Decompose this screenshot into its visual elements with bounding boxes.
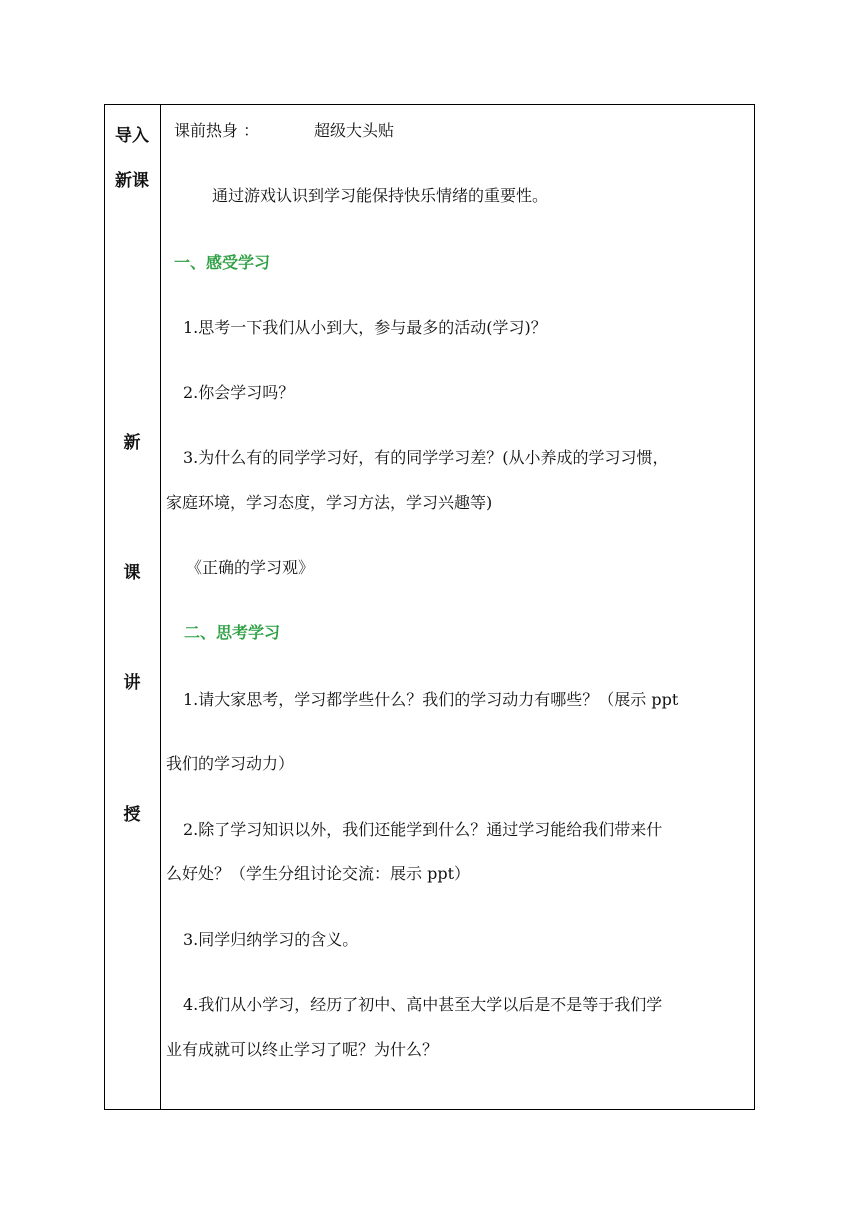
label-lecture-3: 讲 xyxy=(123,673,141,693)
section2-q3: 3.同学归纳学习的含义。 xyxy=(183,930,359,949)
column-divider xyxy=(160,104,161,1110)
warmup-purpose: 通过游戏认识到学习能保持快乐情绪的重要性。 xyxy=(212,186,549,205)
section2-q2-line2: 么好处？（学生分组讨论交流：展示 ppt） xyxy=(166,864,471,883)
section1-q1: 1.思考一下我们从小到大，参与最多的活动(学习)？ xyxy=(183,318,547,337)
warmup-title: 课前热身 ： xyxy=(174,121,260,140)
section1-q3-line2: 家庭环境，学习态度，学习方法，学习兴趣等) xyxy=(166,493,493,512)
label-intro-2: 新课 xyxy=(115,171,149,191)
label-lecture-4: 授 xyxy=(123,805,141,825)
warmup-game: 超级大头贴 xyxy=(314,121,395,140)
label-lecture-2: 课 xyxy=(123,563,141,583)
section2-heading: 二、思考学习 xyxy=(184,623,281,642)
section2-q1-line2: 我们的学习动力） xyxy=(166,754,295,773)
section2-q2-line1: 2.除了学习知识以外，我们还能学到什么？通过学习能给我们带来什 xyxy=(183,820,663,839)
section2-q4-line1: 4.我们从小学习，经历了初中、高中甚至大学以后是不是等于我们学 xyxy=(183,995,663,1014)
section2-q1-line1: 1.请大家思考，学习都学些什么？我们的学习动力有哪些？（展示 ppt xyxy=(183,690,679,709)
label-lecture-1: 新 xyxy=(123,433,141,453)
section1-material: 《正确的学习观》 xyxy=(186,558,315,577)
section1-q3-line1: 3.为什么有的同学学习好，有的同学学习差？(从小养成的学习习惯， xyxy=(183,448,669,467)
section1-q2: 2.你会学习吗？ xyxy=(183,383,295,402)
section1-heading: 一、感受学习 xyxy=(174,253,271,272)
section2-q4-line2: 业有成就可以终止学习了呢？为什么？ xyxy=(166,1040,439,1059)
label-intro-1: 导入 xyxy=(115,126,149,146)
